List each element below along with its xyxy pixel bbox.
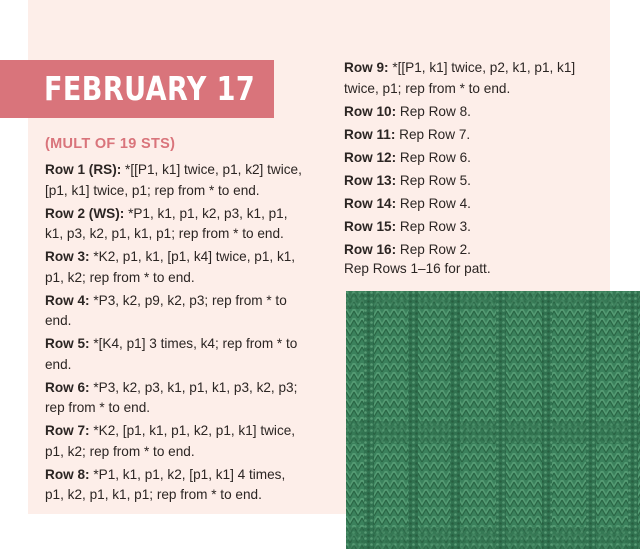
repeat-note: Rep Rows 1–16 for patt. xyxy=(344,261,491,276)
row-label: Row 10: xyxy=(344,103,397,119)
row-text: *P3, k2, p3, k1, p1, k1, p3, k2, p3; rep from * to end. xyxy=(45,379,298,415)
row-text: *K2, p1, k1, [p1, k4] twice, p1, k1, p1, k2; rep from * to end. xyxy=(45,249,296,285)
row-instruction xyxy=(45,421,307,462)
row-text: *[[P1, k1] twice, p2, k1, p1, k1] twice, p1; rep from * to end. xyxy=(344,60,576,96)
row-list-left xyxy=(45,160,307,508)
row-text: Rep Row 5. xyxy=(396,172,471,188)
row-instruction xyxy=(45,291,307,332)
row-instruction xyxy=(45,204,307,245)
row-instruction xyxy=(344,171,610,192)
row-label: Row 13: xyxy=(344,172,397,188)
row-label: Row 14: xyxy=(344,195,397,211)
row-instruction xyxy=(344,148,610,169)
row-label: Row 3: xyxy=(45,249,90,264)
row-label: Row 4: xyxy=(45,292,90,308)
row-label: Row 9: xyxy=(344,60,389,75)
row-list-right xyxy=(344,58,610,263)
row-text: Rep Row 7. xyxy=(395,126,471,142)
row-label: Row 7: xyxy=(45,423,90,438)
row-text: *P3, k2, p9, k2, p3; rep from * to end. xyxy=(45,292,287,328)
row-label: Row 8: xyxy=(45,466,90,482)
row-instruction xyxy=(344,125,610,146)
stitch-multiple: (MULT OF 19 STS) xyxy=(45,136,176,152)
row-instruction xyxy=(45,247,307,288)
row-label: Row 16: xyxy=(344,241,397,257)
row-text: Rep Row 4. xyxy=(396,195,471,211)
row-instruction xyxy=(45,334,307,375)
row-label: Row 5: xyxy=(45,336,90,351)
row-text: *P1, k1, p1, k2, [p1, k1] 4 times, p1, k2, p1, k1, p1; rep from * to end. xyxy=(45,466,286,502)
row-text: Rep Row 8. xyxy=(396,103,471,119)
row-instruction xyxy=(45,465,307,506)
row-text: Rep Row 3. xyxy=(396,218,471,234)
row-text: Rep Row 6. xyxy=(396,149,471,165)
row-text: *[K4, p1] 3 times, k4; rep from * to end. xyxy=(45,336,298,372)
row-instruction xyxy=(344,240,610,261)
row-label: Row 15: xyxy=(344,218,397,234)
row-text: *[[P1, k1] twice, p1, k2] twice, [p1, k1] twice, p1; rep from * to end. xyxy=(45,162,302,198)
knit-swatch-photo xyxy=(346,291,640,549)
row-label: Row 2 (WS): xyxy=(45,205,125,221)
row-instruction xyxy=(344,194,610,215)
row-text: *K2, [p1, k1, p1, k2, p1, k1] twice, p1, k2; rep from * to end. xyxy=(45,423,296,459)
row-instruction xyxy=(344,102,610,123)
row-text: *P1, k1, p1, k2, p3, k1, p1, k1, p3, k2, p1, k1, p1; rep from * to end. xyxy=(45,205,288,241)
row-instruction xyxy=(45,378,307,419)
row-instruction xyxy=(344,217,610,238)
row-label: Row 12: xyxy=(344,149,397,165)
row-label: Row 6: xyxy=(45,379,90,395)
row-instruction xyxy=(344,58,610,99)
row-label: Row 1 (RS): xyxy=(45,162,122,177)
row-instruction xyxy=(45,160,307,201)
row-label: Row 11: xyxy=(344,126,396,142)
row-text: Rep Row 2. xyxy=(396,241,471,257)
knit-texture xyxy=(346,291,640,549)
page-title: FEBRUARY 17 xyxy=(44,69,256,108)
